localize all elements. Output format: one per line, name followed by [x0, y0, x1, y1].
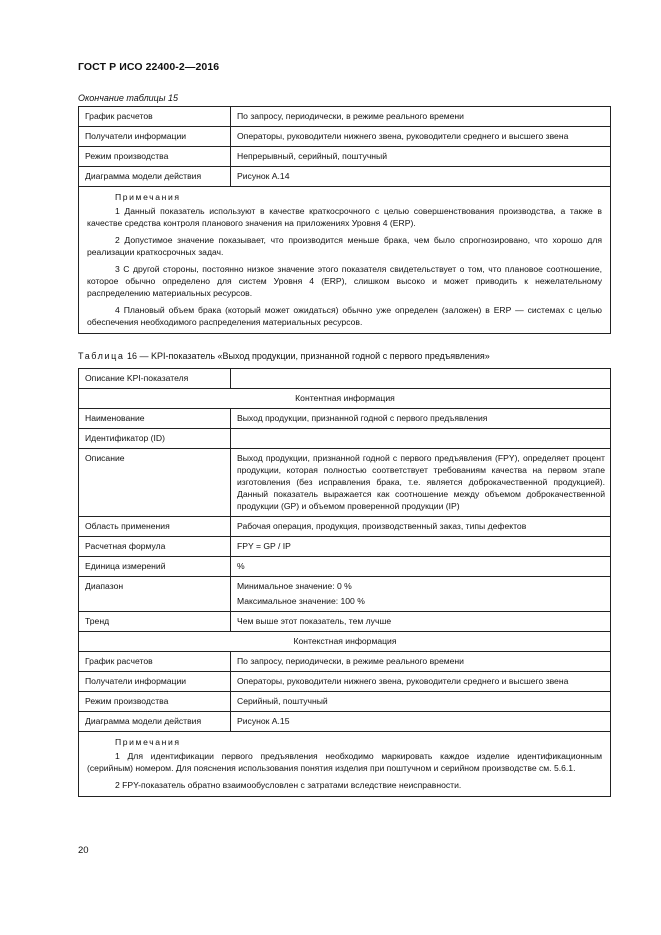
table-row [79, 537, 611, 557]
row-value: По запросу, периодически, в режиме реального времени [231, 107, 611, 127]
notes-row [79, 187, 611, 334]
table15-caption: Окончание таблицы 15 [78, 93, 178, 103]
row-label: Наименование [79, 409, 231, 429]
row-label: Диаграмма модели действия [79, 167, 231, 187]
row-label: Диапазон [79, 577, 231, 612]
row-value [231, 369, 611, 389]
note-item: 1 Для идентификации первого предъявления необходимо маркировать каждое изделие идентификационным (серийным) номером. Для пояснения использования понятия изделия при поштучном и серийном производстве см. 5.6.1. [87, 751, 602, 773]
notes-cell [79, 187, 611, 334]
row-label: Тренд [79, 612, 231, 632]
notes-title: Примечания [115, 737, 181, 747]
table-row [79, 429, 611, 449]
notes-row [79, 732, 611, 797]
page-number: 20 [78, 845, 89, 856]
table-row [79, 449, 611, 517]
table16-caption [78, 351, 490, 361]
table16 [78, 368, 611, 797]
notes-cell [79, 732, 611, 797]
row-value: Выход продукции, признанной годной с первого предъявления (FPY), определяет процент продукции, которая полностью соответствует требованиям качества на первом этапе изготовления (без исправления брака, т.е. является доброкачественной продукцией). Данный показатель выражается как соотношение между объемом доброкачественной продукции (GP) и объемом проверенной продукции (IP) [231, 449, 611, 517]
range-max: Максимальное значение: 100 % [237, 596, 365, 606]
table-row [79, 652, 611, 672]
note-item: 3 С другой стороны, постоянно низкое значение этого показателя свидетельствует о том, что плановое соотношение, которое обычно определено для систем Уровня 4 (ERP), слишком высоко и может приводить к нежелательному распределению материальных ресурсов. [87, 264, 602, 298]
row-value [231, 577, 611, 612]
section-header-context: Контекстная информация [79, 632, 611, 652]
section-row [79, 632, 611, 652]
note-item: 2 FPY-показатель обратно взаимообусловлен с затратами вследствие неисправности. [115, 780, 462, 790]
row-value: Непрерывный, серийный, поштучный [231, 147, 611, 167]
table16-caption-prefix: Таблица [78, 351, 125, 361]
table-row [79, 672, 611, 692]
table-row [79, 517, 611, 537]
row-label: Получатели информации [79, 127, 231, 147]
note-item: 2 Допустимое значение показывает, что производится меньше брака, чем было спрогнозировано, что хорошо для реализации краткосрочных задач. [87, 235, 602, 257]
table-row [79, 369, 611, 389]
table-row [79, 147, 611, 167]
row-label: Режим производства [79, 147, 231, 167]
section-header-content: Контентная информация [79, 389, 611, 409]
row-label: Область применения [79, 517, 231, 537]
row-value: % [231, 557, 611, 577]
table-row [79, 167, 611, 187]
row-label: График расчетов [79, 652, 231, 672]
row-value: Серийный, поштучный [231, 692, 611, 712]
table-row [79, 409, 611, 429]
row-label: Режим производства [79, 692, 231, 712]
table-row [79, 692, 611, 712]
note-item: 4 Плановый объем брака (который может ожидаться) обычно уже определен (заложен) в ERP — системах с целью обеспечения необходимого распределения материальных ресурсов. [87, 305, 602, 327]
row-value: Операторы, руководители нижнего звена, руководители среднего и высшего звена [231, 127, 611, 147]
row-label: График расчетов [79, 107, 231, 127]
notes-title: Примечания [115, 192, 181, 202]
row-value: FPY = GP / IP [231, 537, 611, 557]
row-value: Чем выше этот показатель, тем лучше [231, 612, 611, 632]
row-label: Идентификатор (ID) [79, 429, 231, 449]
row-label: Описание KPI-показателя [79, 369, 231, 389]
table15 [78, 106, 611, 334]
table-row [79, 557, 611, 577]
table-row [79, 127, 611, 147]
row-value: Рисунок А.15 [231, 712, 611, 732]
row-label: Получатели информации [79, 672, 231, 692]
standard-header: ГОСТ Р ИСО 22400-2—2016 [78, 61, 220, 73]
row-value [231, 429, 611, 449]
table-row [79, 712, 611, 732]
row-value: По запросу, периодически, в режиме реального времени [231, 652, 611, 672]
row-label: Описание [79, 449, 231, 517]
table-row [79, 107, 611, 127]
row-value: Операторы, руководители нижнего звена, руководители среднего и высшего звена [231, 672, 611, 692]
section-row [79, 389, 611, 409]
table-row [79, 577, 611, 612]
row-value: Выход продукции, признанной годной с первого предъявления [231, 409, 611, 429]
table16-caption-title: 16 — KPI-показатель «Выход продукции, признанной годной с первого предъявления» [124, 351, 490, 361]
row-label: Диаграмма модели действия [79, 712, 231, 732]
row-value: Рисунок А.14 [231, 167, 611, 187]
note-item: 1 Данный показатель используют в качестве краткосрочного с целью совершенствования производства, а также в качестве средства контроля планового значения на приложениях Уровня 4 (ERP). [87, 206, 602, 228]
row-label: Расчетная формула [79, 537, 231, 557]
table-row [79, 612, 611, 632]
row-value: Рабочая операция, продукция, производственный заказ, типы дефектов [231, 517, 611, 537]
range-min: Минимальное значение: 0 % [237, 581, 352, 591]
row-label: Единица измерений [79, 557, 231, 577]
